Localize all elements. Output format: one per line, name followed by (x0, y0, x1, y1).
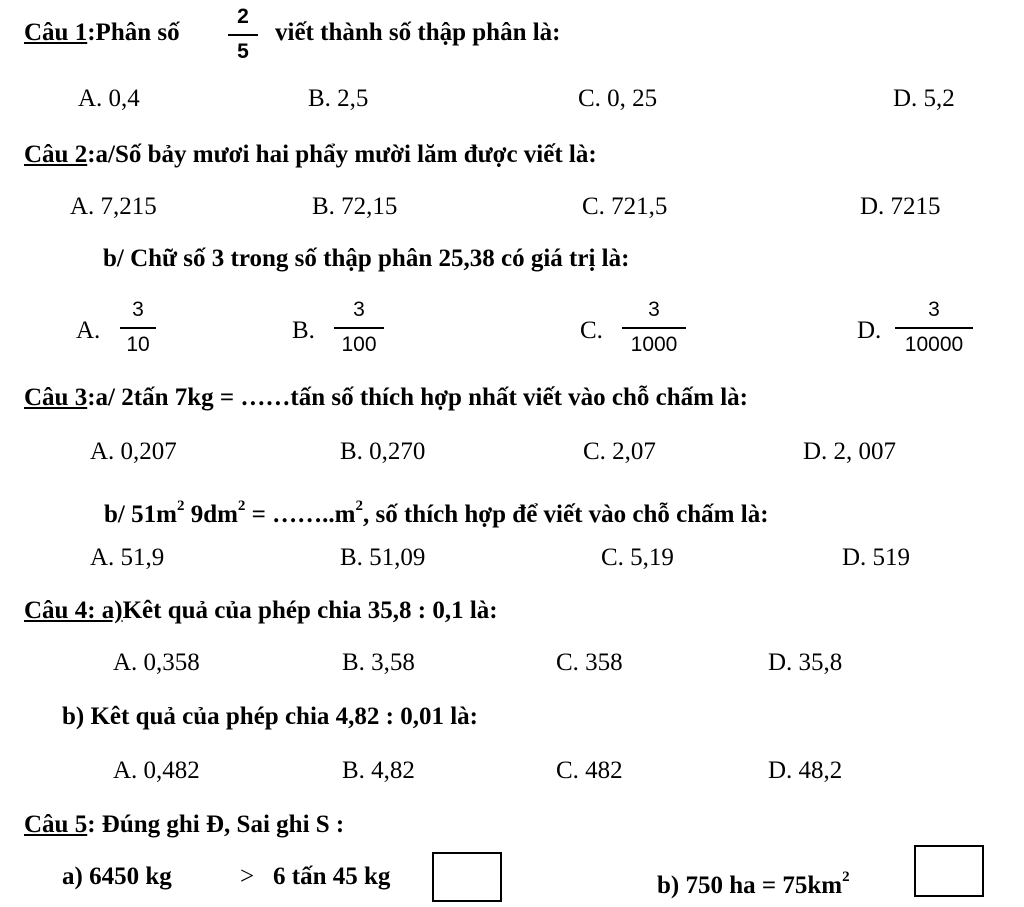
q5b-expression: b) 750 ha = 75km (657, 872, 843, 899)
q4b-option-c: C. 482 (556, 757, 623, 784)
question-2-stem (24, 140, 597, 170)
q3a-option-d: D. 2, 007 (803, 438, 897, 465)
fraction-denominator: 10000 (904, 333, 964, 356)
q4a-option-a: A. 0,358 (113, 649, 200, 676)
superscript: 2 (355, 498, 363, 514)
q2a-option-a: A. 7,215 (70, 193, 157, 220)
fraction-bar (228, 34, 258, 36)
q2b-option-c-fraction (622, 297, 686, 358)
fraction-denominator: 100 (341, 333, 377, 356)
fraction-bar (895, 327, 973, 329)
fraction-bar (120, 327, 156, 329)
q1-option-c: C. 0, 25 (578, 85, 658, 112)
q5a-left: a) 6450 kg (62, 863, 172, 890)
question-3b-stem (104, 491, 769, 530)
q2b-option-d-letter: D. (857, 317, 882, 344)
q2b-option-c-letter: C. (580, 317, 603, 344)
q4a-option-b: B. 3,58 (342, 649, 415, 676)
q5a-operator: > (240, 863, 255, 890)
q4b-option-b: B. 4,82 (342, 757, 415, 784)
fraction-bar (622, 327, 686, 329)
question-4-text: Kêt quả của phép chia 35,8 : 0,1 là: (122, 597, 498, 624)
question-1-label: Câu 1 (24, 19, 88, 46)
fraction-denominator: 5 (237, 40, 249, 63)
superscript: 2 (842, 869, 850, 885)
question-5-label: Câu 5 (24, 811, 88, 838)
question-3-text: :a/ 2tấn 7kg = ……tấn số thích hợp nhất viết vào chỗ chấm là: (87, 384, 748, 411)
superscript: 2 (237, 498, 246, 514)
q2a-option-c: C. 721,5 (582, 193, 668, 220)
q4b-option-a: A. 0,482 (113, 757, 200, 784)
q2b-option-a-letter: A. (76, 317, 101, 344)
q3a-option-c: C. 2,07 (583, 438, 656, 465)
q2a-option-b: B. 72,15 (312, 193, 398, 220)
question-4-stem (24, 596, 498, 626)
fraction-numerator: 3 (648, 298, 660, 321)
fraction-denominator: 1000 (630, 333, 678, 356)
question-1-text: :Phân số (87, 19, 180, 46)
fraction-denominator: 10 (126, 333, 150, 356)
fraction-numerator: 3 (353, 298, 365, 321)
q5a-right: 6 tấn 45 kg (273, 863, 391, 890)
q2b-option-b-letter: B. (292, 317, 315, 344)
q2b-option-d-fraction (895, 297, 973, 358)
q3b-part-3: = ……..m (245, 501, 356, 528)
q3a-option-b: B. 0,270 (340, 438, 426, 465)
q5a-answer-box[interactable] (432, 852, 502, 902)
superscript: 2 (176, 498, 185, 514)
question-1-stem (24, 18, 180, 48)
q3b-part-2: 9dm (184, 501, 238, 528)
q3b-option-d: D. 519 (842, 544, 911, 571)
q4a-option-d: D. 35,8 (768, 649, 843, 676)
question-2b-text: b/ Chữ số 3 trong số thập phân 25,38 có giá trị là: (103, 245, 630, 272)
fraction-numerator: 2 (237, 5, 249, 28)
q5b-answer-box[interactable] (914, 845, 984, 897)
q3b-option-a: A. 51,9 (90, 544, 165, 571)
question-5-text: : Đúng ghi Đ, Sai ghi S : (87, 811, 345, 838)
q2b-option-b-fraction (334, 297, 384, 358)
fraction-bar (334, 327, 384, 329)
question-4-label: Câu 4: a) (24, 597, 123, 624)
question-4b-text: b) Kêt quả của phép chia 4,82 : 0,01 là: (62, 703, 479, 730)
q4b-option-d: D. 48,2 (768, 757, 843, 784)
q5b-text (657, 862, 850, 901)
question-3-label: Câu 3 (24, 384, 88, 411)
fraction-numerator: 3 (928, 298, 940, 321)
q3b-part-1: b/ 51m (104, 501, 177, 528)
q1-option-b: B. 2,5 (308, 85, 369, 112)
q1-option-d: D. 5,2 (893, 85, 955, 112)
question-1-fraction (228, 4, 258, 65)
question-2-label: Câu 2 (24, 141, 88, 168)
q2a-option-d: D. 7215 (860, 193, 941, 220)
fraction-numerator: 3 (132, 298, 144, 321)
q1-option-a: A. 0,4 (78, 85, 140, 112)
q3b-part-4: , số thích hợp để viết vào chỗ chấm là: (363, 501, 769, 528)
question-1-suffix: viết thành số thập phân là: (275, 19, 561, 46)
q3b-option-b: B. 51,09 (340, 544, 426, 571)
q4a-option-c: C. 358 (556, 649, 623, 676)
q2b-option-a-fraction (120, 297, 156, 358)
q3b-option-c: C. 5,19 (601, 544, 674, 571)
question-2-text: :a/Số bảy mươi hai phẩy mười lăm được viết là: (87, 141, 597, 168)
q3a-option-a: A. 0,207 (90, 438, 177, 465)
question-3-stem (24, 383, 748, 413)
question-5-stem (24, 810, 344, 840)
